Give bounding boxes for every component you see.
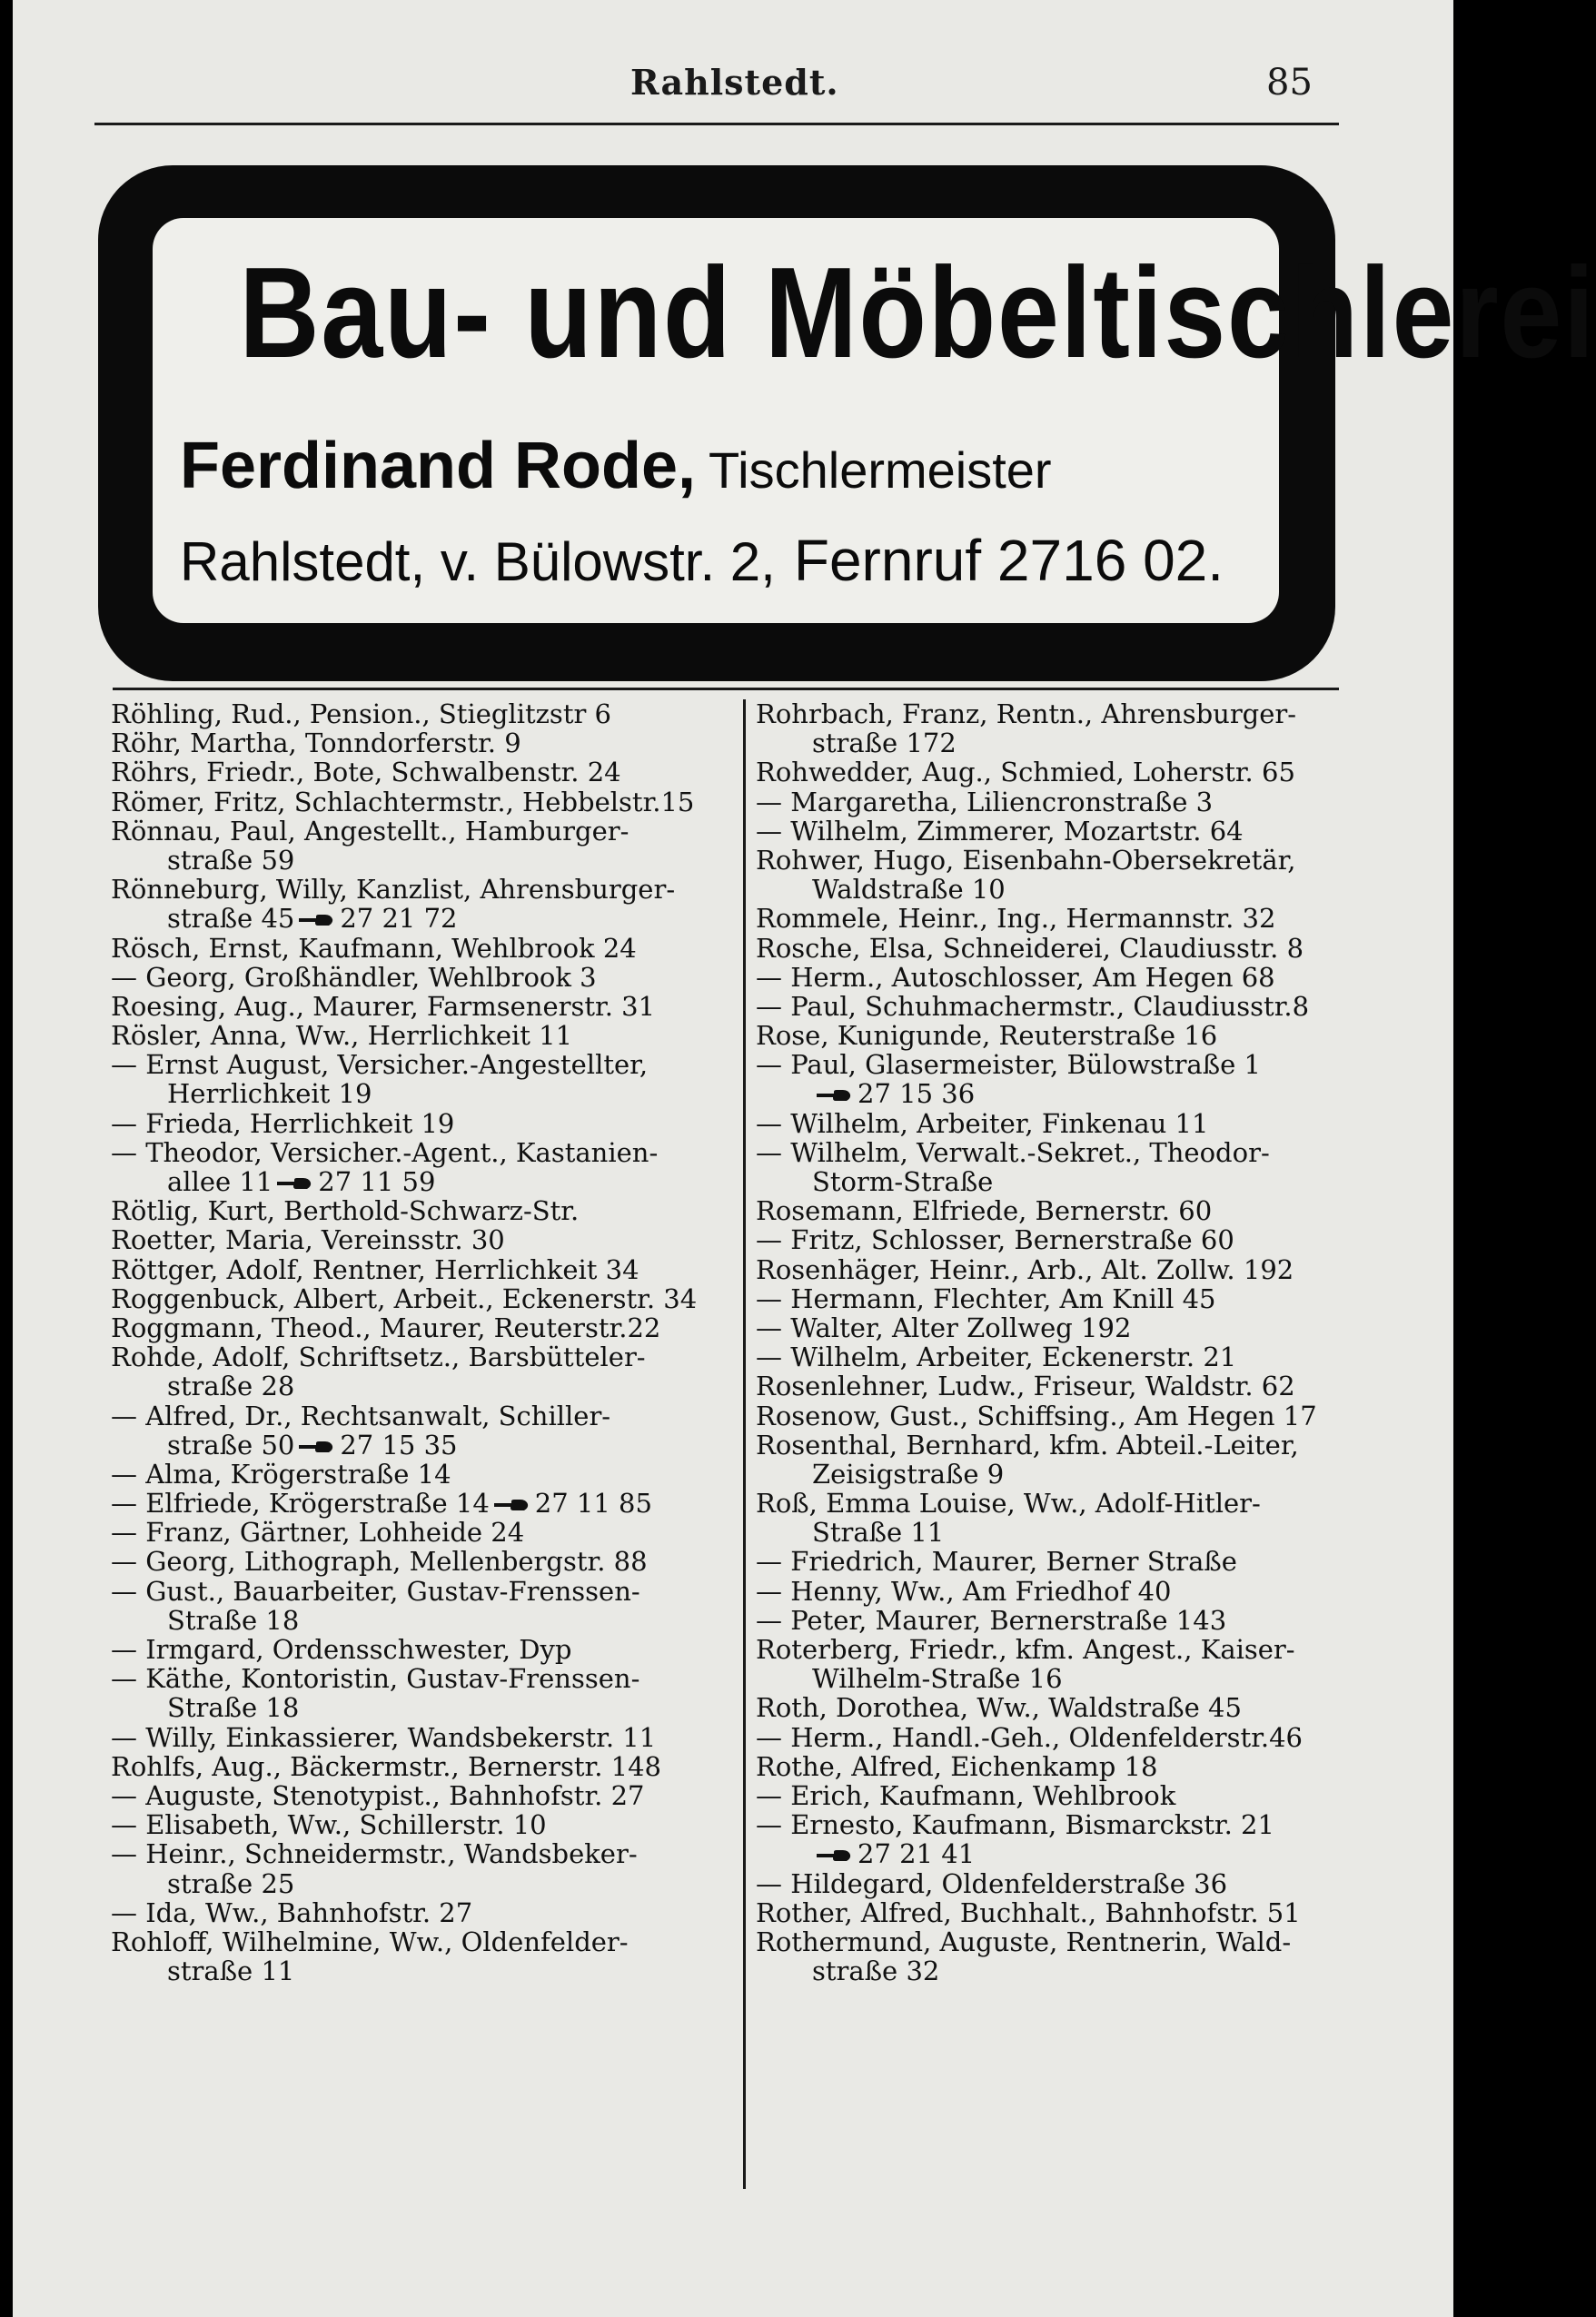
entry-text: — Hermann, Flechter, Am Knill 45 [756,1282,1216,1314]
directory-entry-continuation [756,1167,1355,1196]
header-rule [94,123,1339,125]
directory-entry [111,934,710,963]
directory-entry [756,1547,1355,1576]
directory-entry [111,1401,710,1431]
directory-entry-continuation [111,1079,710,1108]
entry-text: — Irmgard, Ordensschwester, Dyp [111,1634,572,1665]
directory-entry [756,1898,1355,1927]
directory-entry [111,817,710,846]
directory-entry [111,1313,710,1342]
entry-text: — Margaretha, Liliencronstraße 3 [756,786,1214,817]
entry-text: — Wilhelm, Arbeiter, Finkenau 11 [756,1107,1209,1139]
entry-text: Rösch, Ernst, Kaufmann, Wehlbrook 24 [111,932,637,964]
directory-entry [111,875,710,904]
entry-text: Röhrs, Friedr., Bote, Schwalbenstr. 24 [111,757,621,788]
entry-text: — Herm., Handl.-Geh., Oldenfelderstr.46 [756,1721,1304,1753]
directory-entry [756,1284,1355,1313]
entry-phone-number: 27 21 72 [340,903,458,935]
directory-entry-continuation [111,1431,710,1460]
directory-entry [111,1255,710,1284]
entry-text: — Erich, Kaufmann, Wehlbrook [756,1779,1176,1811]
entry-text: — Heinr., Schneidermstr., Wandsbeker- [111,1838,638,1870]
entry-phone-number: 27 15 36 [857,1078,976,1110]
directory-entry [111,728,710,757]
directory-entry [756,1635,1355,1664]
entry-text: Rohwedder, Aug., Schmied, Loherstr. 65 [756,757,1295,788]
entry-text: Herrlichkeit 19 [167,1078,372,1110]
entry-text: — Fritz, Schlosser, Bernerstraße 60 [756,1224,1234,1256]
directory-entry [756,846,1355,875]
directory-entry [756,1431,1355,1460]
entry-text: Rönneburg, Willy, Kanzlist, Ahrensburger- [111,874,676,906]
directory-entry-continuation [756,1460,1355,1489]
directory-entry [756,787,1355,817]
entry-text: straße 59 [167,844,295,876]
directory-entry [756,1050,1355,1079]
directory-entry [111,1109,710,1138]
pointing-hand-telephone-icon [298,1439,334,1455]
directory-entry [111,699,710,728]
entry-text: Rosenow, Gust., Schiffsing., Am Hegen 17 [756,1400,1317,1431]
advertisement-phone: Fernruf 2716 02. [793,528,1224,593]
entry-text: — Georg, Lithograph, Mellenbergstr. 88 [111,1546,648,1578]
entry-text: straße 11 [167,1956,295,1987]
directory-entry [756,1371,1355,1401]
directory-entry [756,699,1355,728]
pointing-hand-telephone-icon [816,1087,852,1104]
directory-entry-continuation [756,1079,1355,1108]
entry-text: Röttger, Adolf, Rentner, Herrlichkeit 34 [111,1253,639,1285]
entry-text: — Henny, Ww., Am Friedhof 40 [756,1575,1172,1607]
directory-entry [756,1927,1355,1956]
entry-text: Rose, Kunigunde, Reuterstraße 16 [756,1020,1218,1052]
entry-text: allee 11 [167,1166,273,1197]
directory-entry [756,904,1355,933]
directory-entry [756,934,1355,963]
advertisement-address: Rahlstedt, v. Bülowstr. 2, [180,531,776,592]
directory-entry [756,1138,1355,1167]
entry-text: Rosenthal, Bernhard, kfm. Abteil.-Leiter, [756,1429,1299,1461]
entry-text: Roetter, Maria, Vereinsstr. 30 [111,1224,505,1256]
entry-text: — Alma, Krögerstraße 14 [111,1458,451,1490]
entry-text: — Elisabeth, Ww., Schillerstr. 10 [111,1809,547,1841]
directory-entry-continuation [111,904,710,933]
entry-text: — Walter, Alter Zollweg 192 [756,1312,1132,1343]
directory-entry [111,1489,710,1518]
entry-text: Straße 18 [167,1692,300,1724]
directory-entry-continuation [756,1518,1355,1547]
entry-text: Rosche, Elsa, Schneiderei, Claudiusstr. 8 [756,932,1304,964]
directory-entry [111,992,710,1021]
directory-entry-continuation [111,846,710,875]
entry-text: Roggenbuck, Albert, Arbeit., Eckenerstr. 34 [111,1282,698,1314]
entry-text: — Ernesto, Kaufmann, Bismarckstr. 21 [756,1809,1274,1841]
entry-text: Rohwer, Hugo, Eisenbahn-Obersekretär, [756,844,1296,876]
directory-entry [756,963,1355,992]
directory-entry [111,1547,710,1576]
directory-entry [756,1225,1355,1254]
entry-text: — Paul, Schuhmachermstr., Claudiusstr.8 [756,990,1310,1022]
entry-phone-number: 27 11 59 [318,1166,436,1197]
entry-text: Rother, Alfred, Buchhalt., Bahnhofstr. 51 [756,1896,1301,1928]
entry-text: Rohrbach, Franz, Rentn., Ahrensburger- [756,698,1297,729]
advertisement-address-line [180,527,1252,594]
directory-entry [756,1196,1355,1225]
entry-text: Roß, Emma Louise, Ww., Adolf-Hitler- [756,1488,1261,1520]
entry-text: Röhr, Martha, Tonndorferstr. 9 [111,728,521,759]
entry-text: Storm-Straße [812,1166,994,1197]
directory-entry [111,1898,710,1927]
entry-text: straße 32 [812,1956,940,1987]
entry-text: Roesing, Aug., Maurer, Farmsenerstr. 31 [111,990,656,1022]
entry-text: Rosemann, Elfriede, Bernerstr. 60 [756,1195,1213,1227]
directory-entry [756,1021,1355,1050]
entry-text: Roggmann, Theod., Maurer, Reuterstr.22 [111,1312,661,1343]
right-column [756,699,1355,1985]
directory-entry [111,1196,710,1225]
entry-text: — Wilhelm, Verwalt.-Sekret., Theodor- [756,1136,1270,1168]
directory-entry [111,1284,710,1313]
directory-entry-continuation [111,1606,710,1635]
page-number: 85 [1266,62,1313,104]
directory-entry [756,1313,1355,1342]
entry-text: Straße 18 [167,1604,300,1636]
pointing-hand-telephone-icon [493,1497,530,1513]
directory-entry-continuation [756,875,1355,904]
entry-text: Wilhelm-Straße 16 [812,1663,1063,1695]
entry-text: Rommele, Heinr., Ing., Hermannstr. 32 [756,903,1276,935]
entry-text: Röhling, Rud., Pension., Stieglitzstr 6 [111,698,611,729]
entry-text: — Theodor, Versicher.-Agent., Kastanien- [111,1136,659,1168]
advertisement-trade: Tischlermeister [709,441,1052,499]
pointing-hand-telephone-icon [276,1175,312,1192]
entry-text: Waldstraße 10 [812,874,1006,906]
entry-text: Rothe, Alfred, Eichenkamp 18 [756,1750,1158,1782]
entry-text: — Hildegard, Oldenfelderstraße 36 [756,1867,1228,1899]
directory-entry-continuation [756,1839,1355,1868]
entry-text: Straße 11 [812,1517,945,1549]
directory-entry [756,1606,1355,1635]
left-column [111,699,710,1985]
entry-text: — Wilhelm, Arbeiter, Eckenerstr. 21 [756,1342,1237,1373]
directory-entry [111,963,710,992]
entry-text: straße 45 [167,903,295,935]
entry-text: Rothermund, Auguste, Rentnerin, Wald- [756,1926,1292,1957]
advertisement-headline: Bau- und Möbeltischlerei [239,241,1596,385]
directory-entry-continuation [756,1664,1355,1693]
entry-text: Rohlfs, Aug., Bäckermstr., Bernerstr. 148 [111,1750,661,1782]
directory-entry [111,1839,710,1868]
directory-entry [756,1342,1355,1371]
directory-entry [111,1635,710,1664]
directory-entry [756,1489,1355,1518]
directory-entry [111,757,710,787]
directory-entry [111,1577,710,1606]
directory-entry [111,1781,710,1810]
directory-entry [756,1693,1355,1722]
directory-entry [756,1255,1355,1284]
entry-text: Rosenhäger, Heinr., Arb., Alt. Zollw. 192 [756,1253,1294,1285]
entry-text: Roterberg, Friedr., kfm. Angest., Kaiser- [756,1634,1295,1665]
entry-text: — Paul, Glasermeister, Bülowstraße 1 [756,1049,1261,1081]
entry-text: — Auguste, Stenotypist., Bahnhofstr. 27 [111,1779,645,1811]
entry-text: — Alfred, Dr., Rechtsanwalt, Schiller- [111,1400,611,1431]
directory-entry-continuation [111,1167,710,1196]
entry-phone-number: 27 21 41 [857,1838,976,1870]
entry-text: — Franz, Gärtner, Lohheide 24 [111,1517,525,1549]
entry-text: — Wilhelm, Zimmerer, Mozartstr. 64 [756,815,1244,847]
directory-entry-continuation [756,1956,1355,1985]
directory-entry-continuation [111,1371,710,1401]
directory-entry [756,1577,1355,1606]
directory-entry [111,1021,710,1050]
entry-text: Zeisigstraße 9 [812,1458,1005,1490]
entry-phone-number: 27 15 35 [340,1429,458,1461]
running-head-title: Rahlstedt. [630,62,839,103]
directory-entry [111,1342,710,1371]
directory-entry [111,1723,710,1752]
column-divider [743,699,746,2189]
entry-text: Rohde, Adolf, Schriftsetz., Barsbütteler- [111,1342,646,1373]
entry-text: straße 50 [167,1429,295,1461]
directory-entry-continuation [756,728,1355,757]
entry-text: — Ernst August, Versicher.-Angestellter, [111,1049,649,1081]
entry-text: — Georg, Großhändler, Wehlbrook 3 [111,961,597,993]
entry-text: Rösler, Anna, Ww., Herrlichkeit 11 [111,1020,573,1052]
directory-entry [111,1664,710,1693]
entry-text: — Elfriede, Krögerstraße 14 [111,1488,490,1520]
directory-entry [756,1109,1355,1138]
entry-text: straße 172 [812,728,957,759]
directory-entry [111,1927,710,1956]
directory-entry [756,1723,1355,1752]
entry-text: straße 25 [167,1867,295,1899]
directory-entry [756,1810,1355,1839]
directory-entry [111,1050,710,1079]
directory-entry [756,757,1355,787]
advertisement-owner-line [180,429,1252,503]
entry-text: — Käthe, Kontoristin, Gustav-Frenssen- [111,1663,640,1695]
pointing-hand-telephone-icon [298,912,334,928]
entry-text: — Gust., Bauarbeiter, Gustav-Frenssen- [111,1575,640,1607]
entry-phone-number: 27 11 85 [534,1488,652,1520]
entry-text: — Friedrich, Maurer, Berner Straße [756,1546,1237,1578]
advertisement-rule [113,688,1339,690]
directory-entry-continuation [111,1869,710,1898]
directory-entry [756,1781,1355,1810]
entry-text: Römer, Fritz, Schlachtermstr., Hebbelstr.15 [111,786,695,817]
advertisement-panel [153,218,1596,623]
entry-text: — Willy, Einkassierer, Wandsbekerstr. 11 [111,1721,657,1753]
advertisement-frame [98,165,1596,681]
directory-entry [111,1752,710,1781]
entry-text: Rohloff, Wilhelmine, Ww., Oldenfelder- [111,1926,629,1957]
directory-entry [111,1460,710,1489]
entry-text: — Ida, Ww., Bahnhofstr. 27 [111,1896,473,1928]
directory-entry [111,1225,710,1254]
advertisement-owner: Ferdinand Rode, [180,430,697,502]
directory-entry [111,1518,710,1547]
entry-text: Rötlig, Kurt, Berthold-Schwarz-Str. [111,1195,580,1227]
directory-entry [756,992,1355,1021]
pointing-hand-telephone-icon [816,1847,852,1864]
directory-entry [111,787,710,817]
entry-text: — Peter, Maurer, Bernerstraße 143 [756,1604,1227,1636]
directory-entry [756,817,1355,846]
directory-entry [111,1138,710,1167]
directory-page [13,0,1596,2317]
entry-text: Rönnau, Paul, Angestellt., Hamburger- [111,815,629,847]
directory-entry [756,1869,1355,1898]
entry-text: — Herm., Autoschlosser, Am Hegen 68 [756,961,1275,993]
entry-text: straße 28 [167,1371,295,1402]
entry-text: Roth, Dorothea, Ww., Waldstraße 45 [756,1692,1242,1724]
directory-entry [756,1401,1355,1431]
entry-text: — Frieda, Herrlichkeit 19 [111,1107,455,1139]
directory-entry-continuation [111,1693,710,1722]
running-head [13,0,1453,136]
directory-entry-continuation [111,1956,710,1985]
directory-entry [111,1810,710,1839]
directory-entry [756,1752,1355,1781]
entry-text: Rosenlehner, Ludw., Friseur, Waldstr. 62 [756,1371,1295,1402]
